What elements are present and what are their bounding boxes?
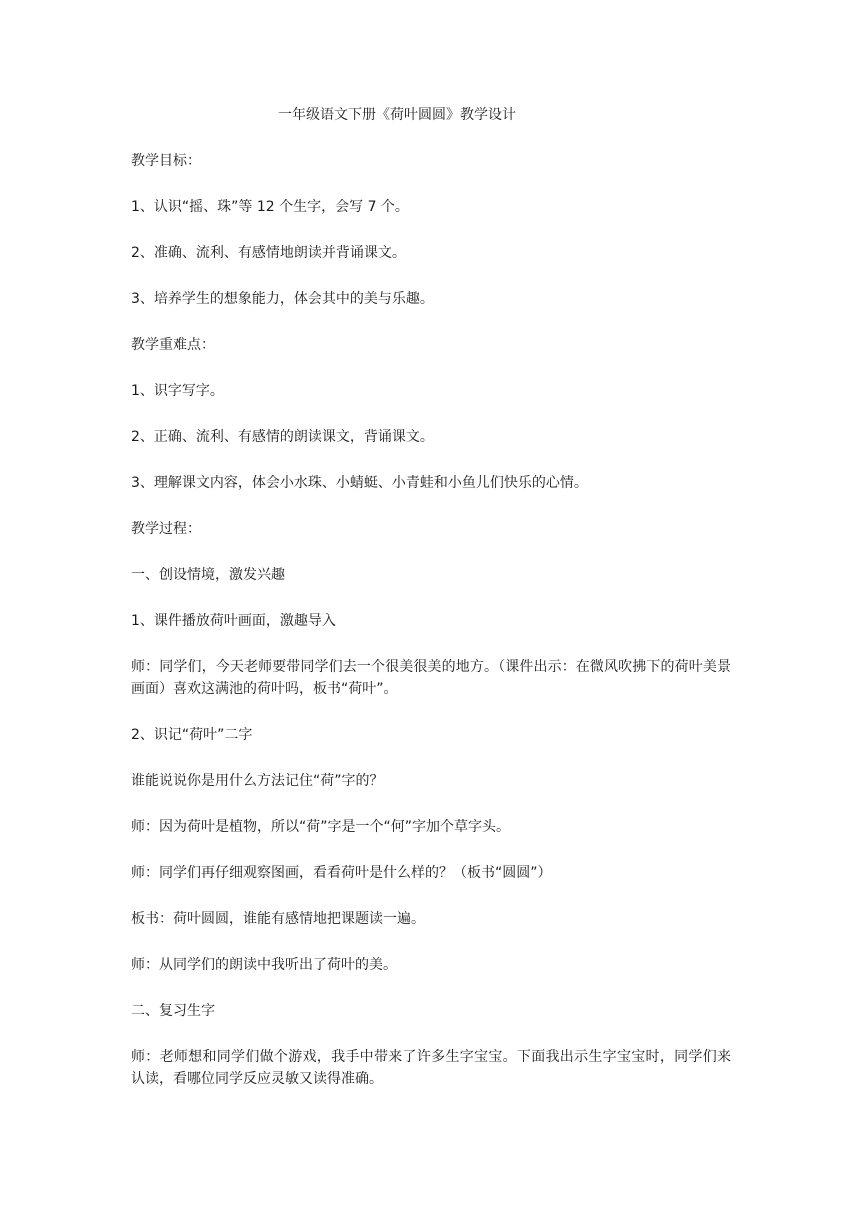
- paragraph: 师：同学们，今天老师要带同学们去一个很美很美的地方。（课件出示：在微风吹拂下的荷叶美景画面）喜欢这满池的荷叶吗，板书“荷叶”。: [131, 659, 731, 697]
- paragraph: 师：老师想和同学们做个游戏，我手中带来了许多生字宝宝。下面我出示生字宝宝时，同学们来认读，看哪位同学反应灵敏又读得准确。: [131, 1049, 731, 1087]
- document-body: [131, 150, 731, 1114]
- paragraph-section-heading: 二、复习生字: [131, 1003, 215, 1019]
- paragraph: 板书：荷叶圆圆，谁能有感情地把课题读一遍。: [131, 911, 425, 927]
- paragraph: 1、认识“摇、珠”等 12 个生字，会写 7 个。: [131, 199, 409, 215]
- paragraph: 1、课件播放荷叶画面，激趣导入: [131, 613, 336, 629]
- paragraph: 3、培养学生的想象能力，体会其中的美与乐趣。: [131, 291, 434, 307]
- paragraph: 1、识字写字。: [131, 383, 224, 399]
- paragraph: 2、准确、流利、有感情地朗读并背诵课文。: [131, 245, 406, 261]
- document-title: 一年级语文下册《荷叶圆圆》教学设计: [278, 107, 516, 123]
- paragraph: 2、正确、流利、有感情的朗读课文，背诵课文。: [131, 429, 434, 445]
- paragraph-key-points-heading: 教学重难点：: [131, 337, 215, 353]
- paragraph: 师：从同学们的朗读中我听出了荷叶的美。: [131, 957, 397, 973]
- paragraph-process-heading: 教学过程：: [131, 521, 201, 537]
- paragraph-objectives-heading: 教学目标：: [131, 153, 201, 169]
- paragraph: 2、识记“荷叶”二字: [131, 727, 253, 743]
- paragraph: 3、理解课文内容，体会小水珠、小蜻蜓、小青蛙和小鱼儿们快乐的心情。: [131, 475, 588, 491]
- paragraph: 师：同学们再仔细观察图画，看看荷叶是什么样的？（板书“圆圆”）: [131, 865, 552, 881]
- paragraph: 师：因为荷叶是植物，所以“荷”字是一个“何”字加个草字头。: [131, 819, 511, 835]
- paragraph-section-heading: 一、创设情境，激发兴趣: [131, 567, 285, 583]
- paragraph: 谁能说说你是用什么方法记住“荷”字的？: [131, 773, 384, 789]
